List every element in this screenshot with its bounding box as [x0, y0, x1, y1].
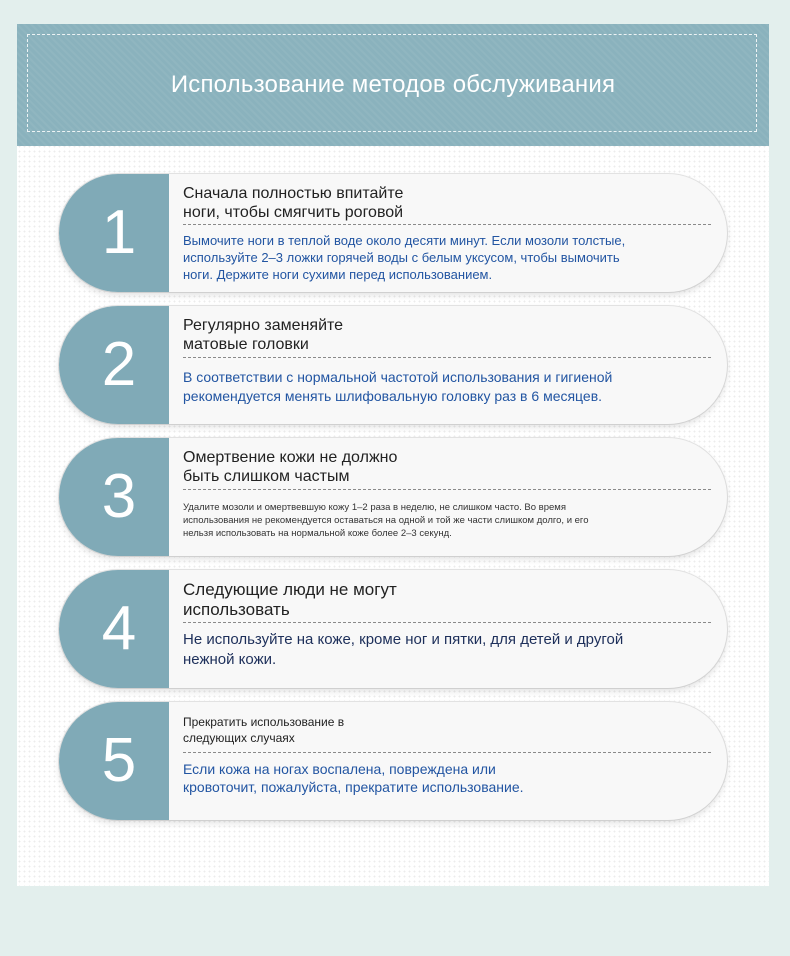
step-title-line: использовать	[183, 600, 290, 619]
step-description	[183, 232, 713, 283]
step-number: 3	[101, 462, 137, 531]
step-number: 4	[101, 594, 137, 663]
step-title	[183, 448, 483, 486]
step-description-line: нельзя использовать на нормальной коже более 2–3 секунд.	[183, 528, 452, 539]
step-description	[183, 501, 713, 540]
step-divider	[183, 489, 711, 490]
step-description	[183, 368, 713, 406]
step-description-line: кровоточит, пожалуйста, прекратите использование.	[183, 779, 524, 795]
step-title-line: ноги, чтобы смягчить роговой	[183, 204, 404, 221]
step-description-line: ноги. Держите ноги сухими перед использованием.	[183, 267, 493, 282]
step-4	[59, 570, 727, 688]
step-description-line: В соответствии с нормальной частотой использования и гигиеной	[183, 369, 613, 385]
step-description-line: Удалите мозоли и омертвевшую кожу 1–2 раза в неделю, не слишком часто. Во время	[183, 502, 566, 513]
step-divider	[183, 224, 711, 225]
step-number: 5	[101, 726, 137, 795]
step-description-line: Не используйте на коже, кроме ног и пятки, для детей и другой	[183, 631, 624, 648]
step-1	[59, 174, 727, 292]
step-description-line: используйте 2–3 ложки горячей воды с белым уксусом, чтобы вымочить	[183, 250, 620, 265]
step-description-line: Если кожа на ногах воспалена, повреждена или	[183, 761, 496, 777]
step-2	[59, 306, 727, 424]
step-description-line: использования не рекомендуется оставаться на одной и той же части слишком долго, и его	[183, 515, 589, 526]
header-banner	[17, 24, 769, 146]
step-title	[183, 580, 483, 620]
step-5	[59, 702, 727, 820]
step-title-line: быть слишком частым	[183, 468, 350, 485]
step-divider	[183, 752, 711, 753]
step-number: 1	[101, 198, 137, 267]
step-title-line: матовые головки	[183, 336, 309, 353]
step-description	[183, 630, 713, 670]
step-title	[183, 316, 483, 354]
page-title: Использование методов обслуживания	[170, 71, 616, 98]
step-description-line: рекомендуется менять шлифовальную головку раз в 6 месяцев.	[183, 388, 603, 404]
step-title	[183, 184, 483, 222]
step-description-line: нежной кожи.	[183, 651, 277, 668]
instruction-card	[17, 24, 769, 886]
step-title-line: Омертвение кожи не должно	[183, 449, 398, 466]
step-description-line: Вымочите ноги в теплой воде около десяти минут. Если мозоли толстые,	[183, 233, 626, 248]
step-title-line: Регулярно заменяйте	[183, 317, 344, 334]
step-title-line: Сначала полностью впитайте	[183, 185, 404, 202]
step-title-line: Прекратить использование в	[183, 715, 345, 729]
step-3	[59, 438, 727, 556]
step-title-line: Следующие люди не могут	[183, 580, 397, 599]
step-title-line: следующих случаях	[183, 731, 295, 745]
step-title	[183, 714, 483, 746]
step-number: 2	[101, 330, 137, 399]
step-description	[183, 760, 713, 796]
step-divider	[183, 357, 711, 358]
step-divider	[183, 622, 711, 623]
